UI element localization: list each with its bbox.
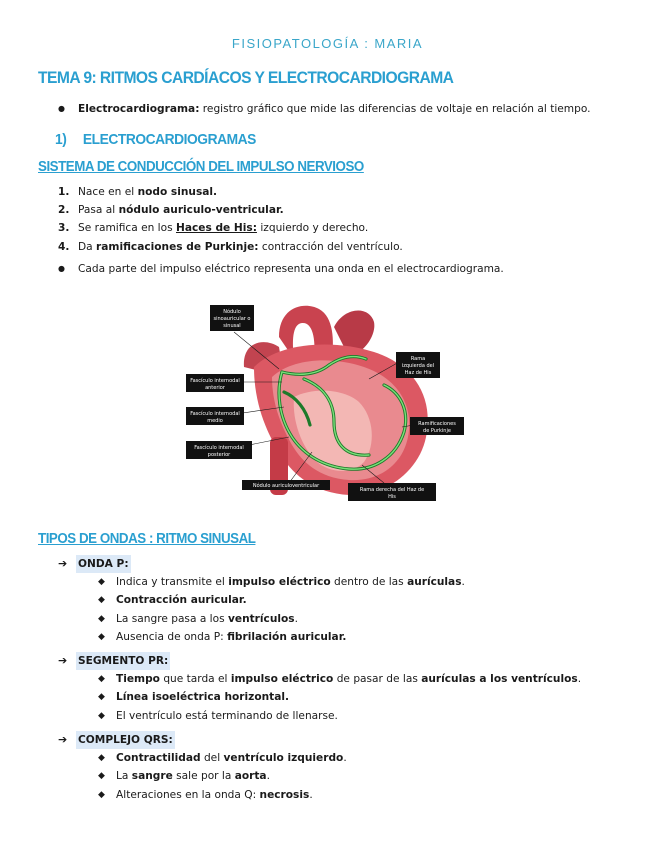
- svg-text:Rama derecha del Haz de: Rama derecha del Haz de: [359, 487, 425, 493]
- note-bullet: [58, 260, 504, 278]
- svg-text:His: His: [388, 494, 396, 500]
- diamond-bullet-icon: ◆: [98, 613, 105, 624]
- complejo-qrs-title: COMPLEJO QRS:: [76, 731, 175, 749]
- tema-title: TEMA 9: RITMOS CARDÍACOS Y ELECTROCARDIOGRAMA: [38, 68, 454, 87]
- list-item: ◆ El ventrículo está terminando de llenarse.: [98, 707, 581, 725]
- svg-text:sinusal: sinusal: [223, 323, 241, 329]
- arrow-right-icon: ➔: [58, 557, 68, 570]
- segmento-pr-title: SEGMENTO PR:: [76, 652, 170, 670]
- svg-text:Nódulo: Nódulo: [223, 309, 241, 315]
- svg-text:Fascículo internodal: Fascículo internodal: [190, 411, 240, 417]
- list-item: ◆ La sangre sale por la aorta.: [98, 767, 347, 785]
- section-title: [55, 131, 256, 148]
- list-item: 1. Nace en el nodo sinusal.: [58, 186, 218, 198]
- svg-text:medio: medio: [207, 418, 223, 424]
- diamond-bullet-icon: ◆: [98, 674, 105, 685]
- svg-text:sinoauricular o: sinoauricular o: [213, 316, 251, 322]
- diamond-bullet-icon: ◆: [98, 771, 105, 782]
- arrow-right-icon: ➔: [58, 733, 68, 746]
- intro-term: Electrocardiograma:: [78, 103, 200, 115]
- list-item: 4. Da ramificaciones de Purkinje: contracción del ventrículo.: [58, 240, 403, 253]
- list-item: 3. Se ramifica en los Haces de His: izquierdo y derecho.: [58, 222, 369, 235]
- list-item: ◆ Indica y transmite el impulso eléctrico dentro de las aurículas.: [98, 573, 465, 591]
- onda-p-title: ONDA P:: [76, 555, 131, 573]
- list-item: ◆ Línea isoeléctrica horizontal.: [98, 688, 581, 706]
- svg-text:Fascículo internodal: Fascículo internodal: [190, 378, 240, 384]
- intro-text: registro gráfico que mide las diferencias de voltaje en relación al tiempo.: [199, 103, 591, 115]
- svg-text:Ramificaciones: Ramificaciones: [418, 421, 456, 427]
- onda-p-section: [58, 555, 465, 646]
- label-rama-derecha: [348, 483, 436, 501]
- diamond-bullet-icon: ◆: [98, 692, 105, 703]
- label-fasciculo-anterior: [186, 374, 244, 392]
- bullet-dot-icon: ●: [58, 104, 65, 113]
- list-item: ◆ Contracción auricular.: [98, 591, 465, 609]
- page-header: FISIOPATOLOGÍA : MARIA: [231, 36, 424, 51]
- section-name: ELECTROCARDIOGRAMAS: [82, 131, 256, 148]
- waves-title: TIPOS DE ONDAS : RITMO SINUSAL: [38, 531, 256, 547]
- list-item: 2. Pasa al nódulo auriculo-ventricular.: [58, 204, 284, 217]
- svg-text:Fascículo internodal: Fascículo internodal: [194, 445, 244, 451]
- label-rama-izquierda: [396, 352, 440, 378]
- svg-text:de Purkinje: de Purkinje: [423, 428, 451, 434]
- list-item: ◆ Tiempo que tarda el impulso eléctrico de pasar de las aurículas a los ventrículos.: [98, 670, 581, 688]
- svg-text:Nódulo auriculoventricular: Nódulo auriculoventricular: [252, 483, 320, 489]
- diamond-bullet-icon: ◆: [98, 710, 105, 721]
- label-fasciculo-medio: [186, 407, 244, 425]
- diamond-bullet-icon: ◆: [98, 631, 105, 642]
- svg-text:anterior: anterior: [205, 385, 225, 391]
- svg-text:Rama: Rama: [410, 356, 426, 362]
- diamond-bullet-icon: ◆: [98, 577, 105, 588]
- label-fasciculo-posterior: [186, 441, 252, 459]
- label-sinusal: [210, 305, 254, 331]
- list-item: ◆ Contractilidad del ventrículo izquierdo.: [98, 749, 347, 767]
- list-item: ◆ La sangre pasa a los ventrículos.: [98, 610, 465, 628]
- note-text: Cada parte del impulso eléctrico representa una onda en el electrocardiograma.: [78, 263, 504, 275]
- label-nodulo-av: [242, 480, 330, 490]
- segmento-pr-section: [58, 652, 581, 725]
- diamond-bullet-icon: ◆: [98, 753, 105, 764]
- label-purkinje: [410, 417, 464, 435]
- subsection-title: SISTEMA DE CONDUCCIÓN DEL IMPULSO NERVIOSO: [38, 159, 364, 175]
- diamond-bullet-icon: ◆: [98, 789, 105, 800]
- arrow-right-icon: ➔: [58, 654, 68, 667]
- svg-text:Haz de His: Haz de His: [404, 370, 432, 376]
- list-item: ◆ Alteraciones en la onda Q: necrosis.: [98, 786, 347, 804]
- heart-conduction-figure: [184, 297, 470, 505]
- diamond-bullet-icon: ◆: [98, 595, 105, 606]
- complejo-qrs-section: [58, 731, 347, 804]
- intro-bullet: [58, 100, 591, 118]
- list-item: ◆ Ausencia de onda P: fibrilación auricular.: [98, 628, 465, 646]
- section-number: 1): [55, 131, 67, 148]
- steps-list: [58, 183, 403, 256]
- bullet-dot-icon: ●: [58, 264, 65, 273]
- svg-text:posterior: posterior: [207, 452, 231, 458]
- svg-text:izquierda del: izquierda del: [401, 363, 435, 369]
